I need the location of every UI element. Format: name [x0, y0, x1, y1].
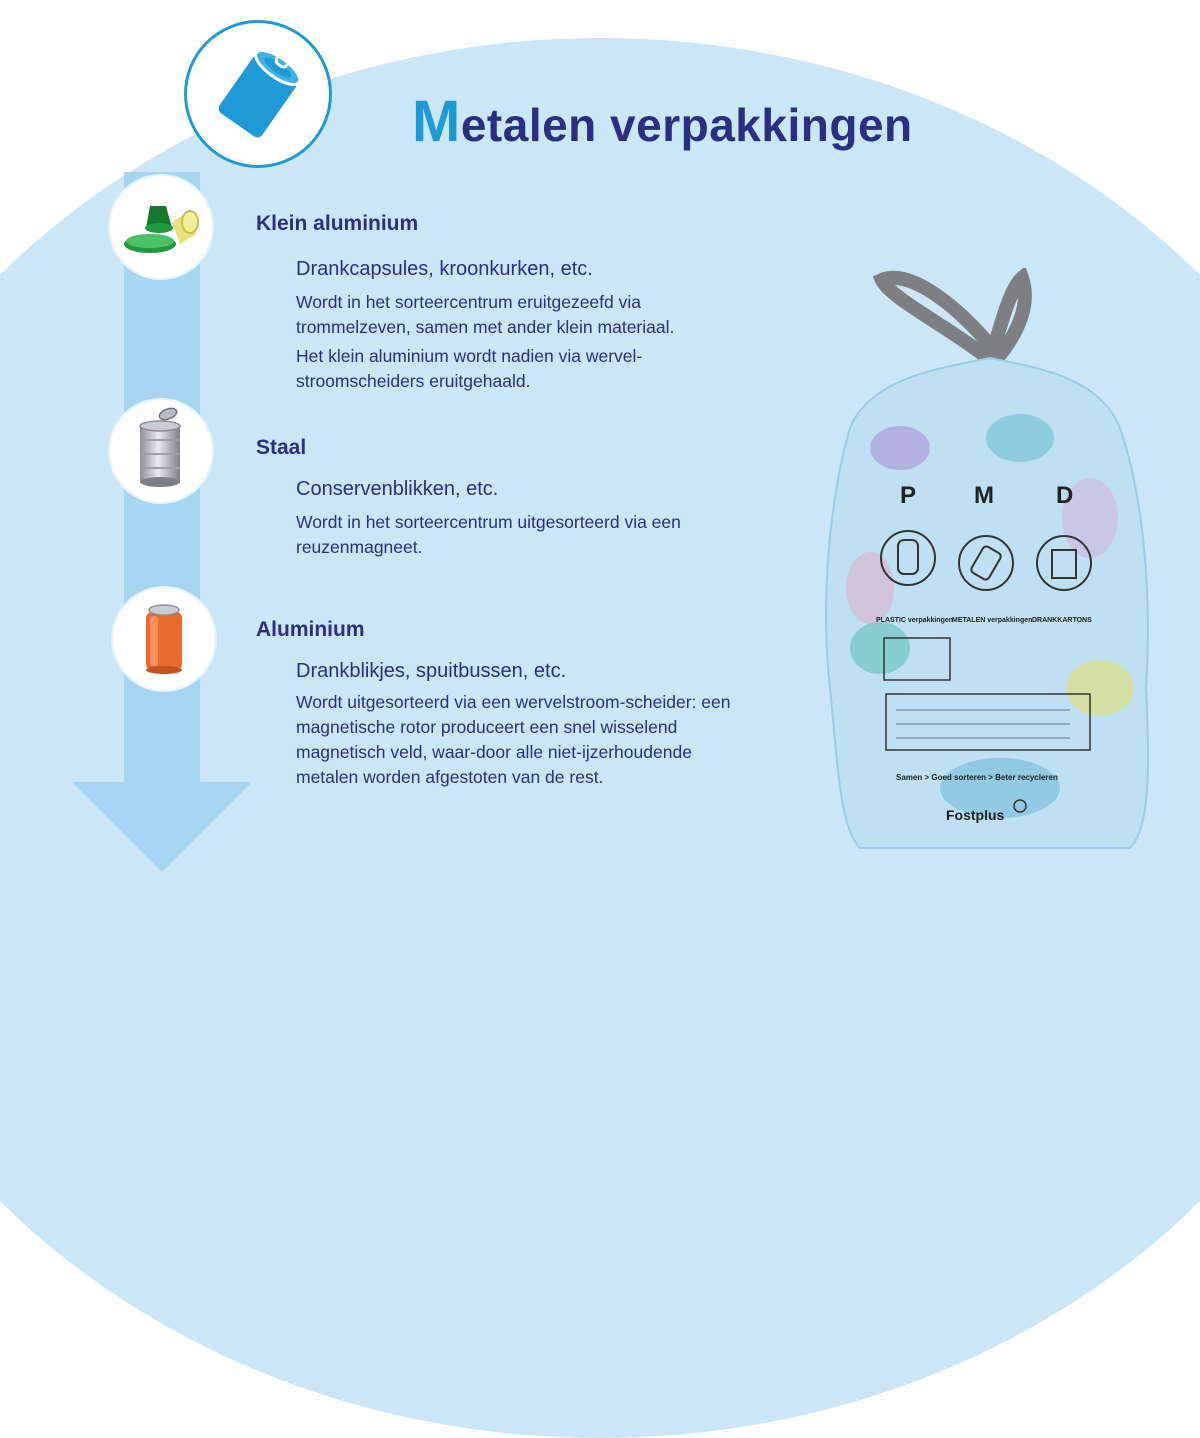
pmd-bag-image	[800, 268, 1170, 873]
bag-letter-m: M	[974, 482, 994, 509]
page-title: Metalen verpakkingen	[412, 89, 913, 154]
section-title-klein-aluminium: Klein aluminium	[256, 212, 419, 235]
bag-brand: Fostplus	[946, 807, 1005, 823]
section-examples-klein-aluminium: Drankcapsules, kroonkurken, etc.	[296, 258, 593, 280]
section-title-staal: Staal	[256, 436, 307, 459]
bag-letter-p: P	[900, 482, 917, 509]
bag-slogan: Samen > Goed sorteren > Beter recycleren	[896, 773, 1058, 782]
tin-can-image	[110, 400, 212, 502]
section-title-aluminium: Aluminium	[256, 618, 365, 641]
bag-label-drankkartons: DRANKKARTONS	[1032, 617, 1092, 624]
bottle-caps-and-capsule-image	[110, 176, 212, 278]
section-description: Wordt in het sorteercentrum uitgesorteerd via een reuzenmagneet.	[296, 512, 681, 557]
bag-label-plastic: PLASTIC verpakkingen	[876, 617, 954, 624]
bag-letter-d: D	[1056, 482, 1074, 509]
process-arrow-head	[72, 782, 252, 872]
section-description: Wordt uitgesorteerd via een wervelstroom-scheider: een magnetische rotor produceert een snel wisselend magnetisch veld, waar-door alle niet-ijzerhoudende metalen worden afgestoten van de rest.	[296, 692, 731, 787]
drink-can-image	[113, 588, 215, 690]
can-icon	[184, 20, 332, 168]
section-description: Het klein aluminium wordt nadien via wervel-stroomscheiders eruitgehaald.	[296, 346, 643, 391]
section-examples-staal: Conservenblikken, etc.	[296, 478, 499, 500]
section-examples-aluminium: Drankblikjes, spuitbussen, etc.	[296, 660, 567, 682]
bag-label-metalen: METALEN verpakkingen	[952, 617, 1033, 624]
section-description: Wordt in het sorteercentrum eruitgezeefd via trommelzeven, samen met ander klein materiaal.	[296, 292, 675, 337]
